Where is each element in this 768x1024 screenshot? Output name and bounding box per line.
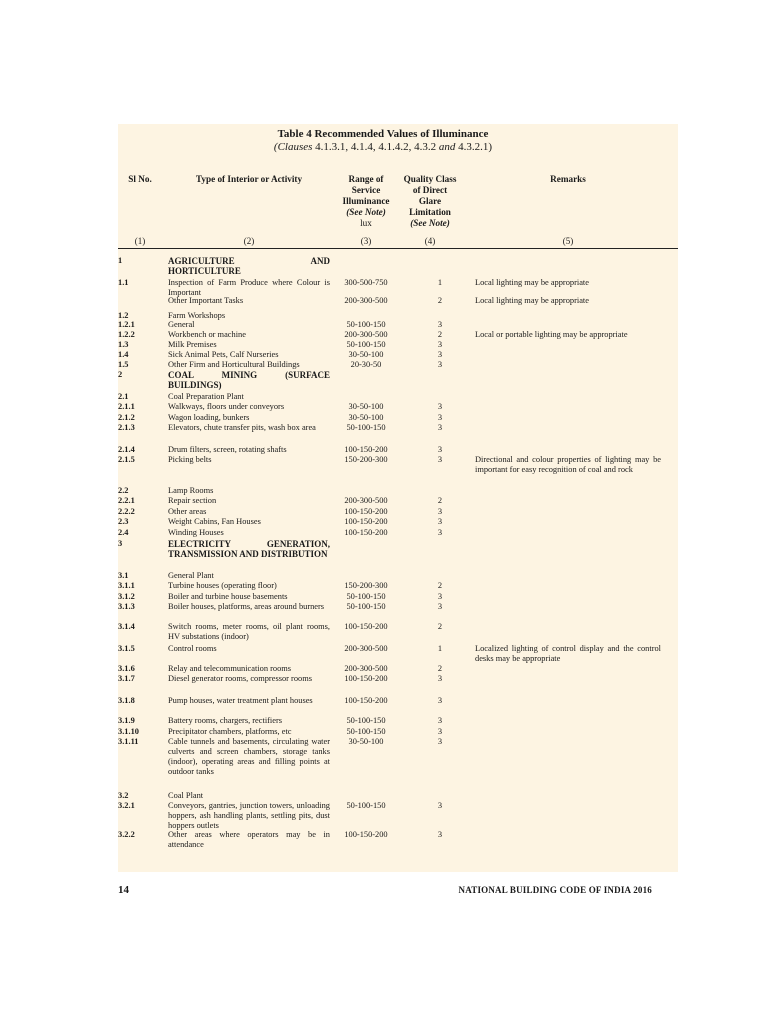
activity-cell: Farm Workshops [168, 311, 226, 320]
activity-cell: AGRICULTURE AND HORTICULTURE [168, 256, 330, 276]
sl-number-cell: 2 [118, 370, 123, 379]
illuminance-range-cell: 200-300-500 [344, 664, 388, 673]
activity-cell: Cable tunnels and basements, circulating water culverts and screen chambers, storage tanks (indoor), operating areas and filling points at outdoor tanks [168, 737, 330, 776]
column-number: (2) [243, 236, 255, 246]
header-quality-line: of Direct [412, 185, 448, 195]
illuminance-range-cell: 200-300-500 [344, 496, 388, 505]
illuminance-range-cell: 100-150-200 [344, 622, 388, 631]
document-code: NATIONAL BUILDING CODE OF INDIA 2016 [458, 885, 652, 895]
illuminance-range-cell: 50-100-150 [346, 801, 386, 810]
activity-cell: COAL MINING (SURFACE BUILDINGS) [168, 370, 330, 390]
activity-cell: Conveyors, gantries, junction towers, unloading hoppers, ash handling plants, settling pits, dust hoppers outlets [168, 801, 330, 830]
activity-cell: Workbench or machine [168, 330, 246, 339]
illuminance-range-cell: 30-50-100 [348, 737, 384, 746]
glare-class-cell: 3 [437, 517, 443, 526]
glare-class-cell: 3 [437, 737, 443, 746]
illuminance-range-cell: 100-150-200 [344, 517, 388, 526]
illuminance-range-cell: 30-50-100 [348, 350, 384, 359]
glare-class-cell: 3 [437, 350, 443, 359]
glare-class-cell: 3 [437, 528, 443, 537]
remarks-cell: Local lighting may be appropriate [475, 296, 589, 305]
activity-cell: Inspection of Farm Produce where Colour is Important [168, 278, 330, 297]
illuminance-range-cell: 200-300-500 [344, 330, 388, 339]
illuminance-range-cell: 150-200-300 [344, 455, 388, 464]
sl-number-cell: 2.2.2 [118, 507, 135, 516]
activity-cell: Sick Animal Pets, Calf Nurseries [168, 350, 279, 359]
activity-cell: ELECTRICITY GENERATION, TRANSMISSION AND DISTRIBUTION [168, 539, 330, 559]
illuminance-range-cell: 20-30-50 [350, 360, 382, 369]
glare-class-cell: 2 [437, 330, 443, 339]
sl-number-cell: 1.2.1 [118, 320, 135, 329]
header-range-line: lux [360, 218, 372, 228]
sl-number-cell: 1 [118, 256, 123, 265]
illuminance-range-cell: 300-500-750 [344, 278, 388, 287]
sl-number-cell: 3.1 [118, 571, 129, 580]
remarks-cell: Directional and colour properties of lighting may be important for easy recognition of coal and rock [475, 455, 661, 474]
sl-number-cell: 2.3 [118, 517, 129, 526]
sl-number-cell: 3.2.1 [118, 801, 135, 810]
activity-cell: Coal Preparation Plant [168, 392, 244, 401]
sl-number-cell: 2.1.3 [118, 423, 135, 432]
sl-number-cell: 2.1.2 [118, 413, 135, 422]
glare-class-cell: 3 [437, 320, 443, 329]
activity-cell: Diesel generator rooms, compressor rooms [168, 674, 312, 683]
sl-number-cell: 1.2.2 [118, 330, 135, 339]
remarks-cell: Local lighting may be appropriate [475, 278, 589, 287]
sl-number-cell: 3.1.4 [118, 622, 135, 631]
illuminance-range-cell: 50-100-150 [346, 592, 386, 601]
activity-cell: Drum filters, screen, rotating shafts [168, 445, 287, 454]
header-quality-line: Quality Class [403, 174, 457, 184]
activity-cell: Elevators, chute transfer pits, wash box area [168, 423, 316, 432]
glare-class-cell: 1 [437, 278, 443, 287]
sl-number-cell: 1.1 [118, 278, 129, 287]
table-title: Table 4 Recommended Values of Illuminance [277, 128, 489, 140]
sl-number-cell: 2.2.1 [118, 496, 135, 505]
sl-number-cell: 3.1.6 [118, 664, 135, 673]
sl-number-cell: 2.4 [118, 528, 129, 537]
illuminance-range-cell: 100-150-200 [344, 696, 388, 705]
sl-number-cell: 3.1.3 [118, 602, 135, 611]
glare-class-cell: 3 [437, 507, 443, 516]
activity-cell: Pump houses, water treatment plant houses [168, 696, 313, 705]
illuminance-range-cell: 50-100-150 [346, 602, 386, 611]
sl-number-cell: 3.1.11 [118, 737, 139, 746]
activity-cell: Turbine houses (operating floor) [168, 581, 277, 590]
glare-class-cell: 3 [437, 445, 443, 454]
glare-class-cell: 3 [437, 801, 443, 810]
activity-cell: Weight Cabins, Fan Houses [168, 517, 261, 526]
illuminance-range-cell: 100-150-200 [344, 445, 388, 454]
sl-number-cell: 2.1.5 [118, 455, 135, 464]
header-type: Type of Interior or Activity [195, 174, 303, 184]
glare-class-cell: 3 [437, 592, 443, 601]
header-sl-no: Sl No. [128, 174, 152, 184]
sl-number-cell: 3.2 [118, 791, 129, 800]
glare-class-cell: 3 [437, 402, 443, 411]
activity-cell: Boiler houses, platforms, areas around burners [168, 602, 325, 611]
illuminance-range-cell: 100-150-200 [344, 674, 388, 683]
illuminance-range-cell: 100-150-200 [344, 830, 388, 839]
sl-number-cell: 2.1.1 [118, 402, 135, 411]
clause-list: 4.1.3.1, 4.1.4, 4.1.4.2, 4.3.2 [312, 141, 439, 153]
illuminance-range-cell: 200-300-500 [344, 644, 388, 653]
sl-number-cell: 3.1.10 [118, 727, 139, 736]
header-range-line: Service [351, 185, 381, 195]
sl-number-cell: 3.1.5 [118, 644, 135, 653]
glare-class-cell: 2 [437, 496, 443, 505]
illuminance-range-cell: 50-100-150 [346, 727, 386, 736]
activity-cell: Control rooms [168, 644, 217, 653]
glare-class-cell: 3 [437, 423, 443, 432]
illuminance-range-cell: 50-100-150 [346, 320, 386, 329]
sl-number-cell: 1.5 [118, 360, 129, 369]
header-quality-line: Limitation [409, 207, 451, 217]
illuminance-range-cell: 100-150-200 [344, 528, 388, 537]
remarks-cell: Local or portable lighting may be appropriate [475, 330, 628, 339]
glare-class-cell: 3 [437, 696, 443, 705]
sl-number-cell: 3 [118, 539, 123, 548]
activity-cell: Winding Houses [168, 528, 224, 537]
activity-cell: Milk Premises [168, 340, 217, 349]
activity-cell: General Plant [168, 571, 214, 580]
glare-class-cell: 2 [437, 581, 443, 590]
clause-and: and [438, 141, 456, 153]
glare-class-cell: 1 [437, 644, 443, 653]
activity-cell: Other areas where operators may be in attendance [168, 830, 330, 849]
activity-cell: Walkways, floors under conveyors [168, 402, 285, 411]
activity-cell: Other Firm and Horticultural Buildings [168, 360, 300, 369]
activity-cell: Boiler and turbine house basements [168, 592, 288, 601]
illuminance-range-cell: 200-300-500 [344, 296, 388, 305]
glare-class-cell: 3 [437, 674, 443, 683]
header-range-line: (See Note) [346, 207, 386, 217]
illuminance-range-cell: 50-100-150 [346, 716, 386, 725]
sl-number-cell: 3.1.9 [118, 716, 135, 725]
sl-number-cell: 1.3 [118, 340, 129, 349]
activity-cell: Other Important Tasks [168, 296, 244, 305]
sl-number-cell: 3.1.1 [118, 581, 135, 590]
column-number: (5) [562, 236, 574, 246]
illuminance-range-cell: 50-100-150 [346, 423, 386, 432]
header-remarks: Remarks [550, 174, 586, 184]
clause-last: 4.3.2.1) [455, 141, 493, 153]
activity-cell: Picking belts [168, 455, 212, 464]
illuminance-range-cell: 30-50-100 [348, 413, 384, 422]
header-quality-line: Glare [418, 196, 442, 206]
glare-class-cell: 2 [437, 622, 443, 631]
remarks-cell: Localized lighting of control display and the control desks may be appropriate [475, 644, 661, 663]
column-number: (1) [134, 236, 146, 246]
glare-class-cell: 3 [437, 455, 443, 464]
sl-number-cell: 1.4 [118, 350, 129, 359]
sl-number-cell: 2.2 [118, 486, 129, 495]
glare-class-cell: 3 [437, 716, 443, 725]
activity-cell: Switch rooms, meter rooms, oil plant rooms, HV substations (indoor) [168, 622, 330, 641]
glare-class-cell: 3 [437, 602, 443, 611]
sl-number-cell: 3.1.2 [118, 592, 135, 601]
activity-cell: Lamp Rooms [168, 486, 214, 495]
activity-cell: Relay and telecommunication rooms [168, 664, 292, 673]
header-range-line: Illuminance [342, 196, 390, 206]
illuminance-range-cell: 30-50-100 [348, 402, 384, 411]
sl-number-cell: 1.2 [118, 311, 129, 320]
illuminance-range-cell: 50-100-150 [346, 340, 386, 349]
glare-class-cell: 2 [437, 664, 443, 673]
activity-cell: Coal Plant [168, 791, 204, 800]
illuminance-range-cell: 100-150-200 [344, 507, 388, 516]
header-quality-line: (See Note) [410, 218, 450, 228]
glare-class-cell: 3 [437, 727, 443, 736]
glare-class-cell: 3 [437, 830, 443, 839]
activity-cell: Battery rooms, chargers, rectifiers [168, 716, 283, 725]
page-number: 14 [118, 884, 129, 896]
glare-class-cell: 3 [437, 340, 443, 349]
sl-number-cell: 3.2.2 [118, 830, 135, 839]
illuminance-range-cell: 150-200-300 [344, 581, 388, 590]
clauses-label: (Clauses [273, 141, 313, 153]
glare-class-cell: 2 [437, 296, 443, 305]
header-range-line: Range of [348, 174, 384, 184]
activity-cell: General [168, 320, 195, 329]
column-number: (3) [360, 236, 372, 246]
sl-number-cell: 2.1 [118, 392, 129, 401]
sl-number-cell: 3.1.8 [118, 696, 135, 705]
sl-number-cell: 2.1.4 [118, 445, 135, 454]
activity-cell: Wagon loading, bunkers [168, 413, 250, 422]
sl-number-cell: 3.1.7 [118, 674, 135, 683]
activity-cell: Precipitator chambers, platforms, etc [168, 727, 292, 736]
column-number: (4) [424, 236, 436, 246]
activity-cell: Other areas [168, 507, 207, 516]
glare-class-cell: 3 [437, 360, 443, 369]
glare-class-cell: 3 [437, 413, 443, 422]
activity-cell: Repair section [168, 496, 217, 505]
